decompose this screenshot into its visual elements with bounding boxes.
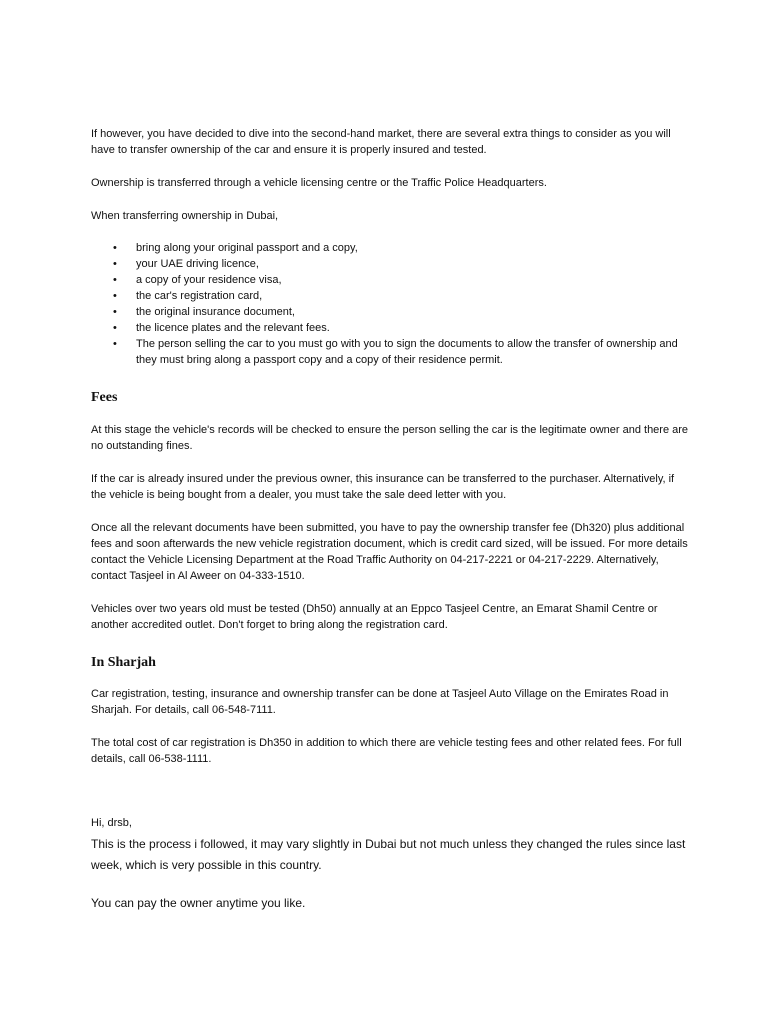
- reply-paragraph-2: You can pay the owner anytime you like.: [91, 896, 306, 910]
- reply-greeting: Hi, drsb,: [91, 817, 132, 829]
- list-item: • the licence plates and the relevant fees.: [113, 322, 330, 334]
- sharjah-paragraph-2: The total cost of car registration is Dh350 in addition to which there are vehicle testing fees and other related fees. For full details, call 06-538-1111.: [91, 737, 682, 765]
- reply-paragraph-1: This is the process i followed, it may vary slightly in Dubai but not much unless they changed the rules since last week, which is very possible in this country.: [91, 837, 686, 872]
- list-item: • a copy of your residence visa,: [113, 274, 282, 286]
- list-item: • bring along your original passport and a copy,: [113, 242, 358, 254]
- bullet-icon: •: [113, 306, 117, 318]
- bullet-icon: •: [113, 258, 117, 270]
- bullet-icon: •: [113, 242, 117, 254]
- list-item: • the original insurance document,: [113, 306, 295, 318]
- bullet-icon: •: [113, 338, 117, 350]
- fees-paragraph-3: Once all the relevant documents have been submitted, you have to pay the ownership transfer fee (Dh320) plus additional fees and soon afterwards the new vehicle registration document, which is credit card sized, will be issued. For more details contact the Vehicle Licensing Department at the Road Traffic Authority on 04-217-2221 or 04-217-2229. Alternatively, contact Tasjeel in Al Aweer on 04-333-1510.: [91, 522, 688, 582]
- fees-paragraph-4: Vehicles over two years old must be tested (Dh50) annually at an Eppco Tasjeel Centre, an Emarat Shamil Centre or another accredited outlet. Don't forget to bring along the registration card.: [91, 603, 658, 631]
- intro-paragraph: If however, you have decided to dive into the second-hand market, there are several extra things to consider as you will have to transfer ownership of the car and ensure it is properly insured and tested.: [91, 128, 671, 156]
- list-item: • the car's registration card,: [113, 290, 263, 302]
- sharjah-paragraph-1: Car registration, testing, insurance and ownership transfer can be done at Tasjeel Auto Village on the Emirates Road in Sharjah. For details, call 06-548-7111.: [91, 688, 669, 716]
- requirements-list: [91, 240, 691, 368]
- fees-heading: Fees: [91, 390, 118, 405]
- bullet-icon: •: [113, 290, 117, 302]
- document-body: [91, 126, 691, 914]
- fees-paragraph-2: If the car is already insured under the previous owner, this insurance can be transferred to the purchaser. Alternatively, if the vehicle is being bought from a dealer, you must take the sale deed letter with you.: [91, 473, 675, 501]
- bullet-icon: •: [113, 274, 117, 286]
- list-item: • The person selling the car to you must go with you to sign the documents to allow the transfer of ownership and they must bring along a passport copy and a copy of their residence permit.: [113, 338, 678, 366]
- list-item: • your UAE driving licence,: [113, 258, 259, 270]
- sharjah-heading: In Sharjah: [91, 655, 156, 670]
- bullet-icon: •: [113, 322, 117, 334]
- dubai-intro-paragraph: When transferring ownership in Dubai,: [91, 210, 279, 222]
- ownership-paragraph: Ownership is transferred through a vehicle licensing centre or the Traffic Police Headquarters.: [91, 177, 547, 189]
- fees-paragraph-1: At this stage the vehicle's records will be checked to ensure the person selling the car is the legitimate owner and there are no outstanding fines.: [91, 424, 689, 452]
